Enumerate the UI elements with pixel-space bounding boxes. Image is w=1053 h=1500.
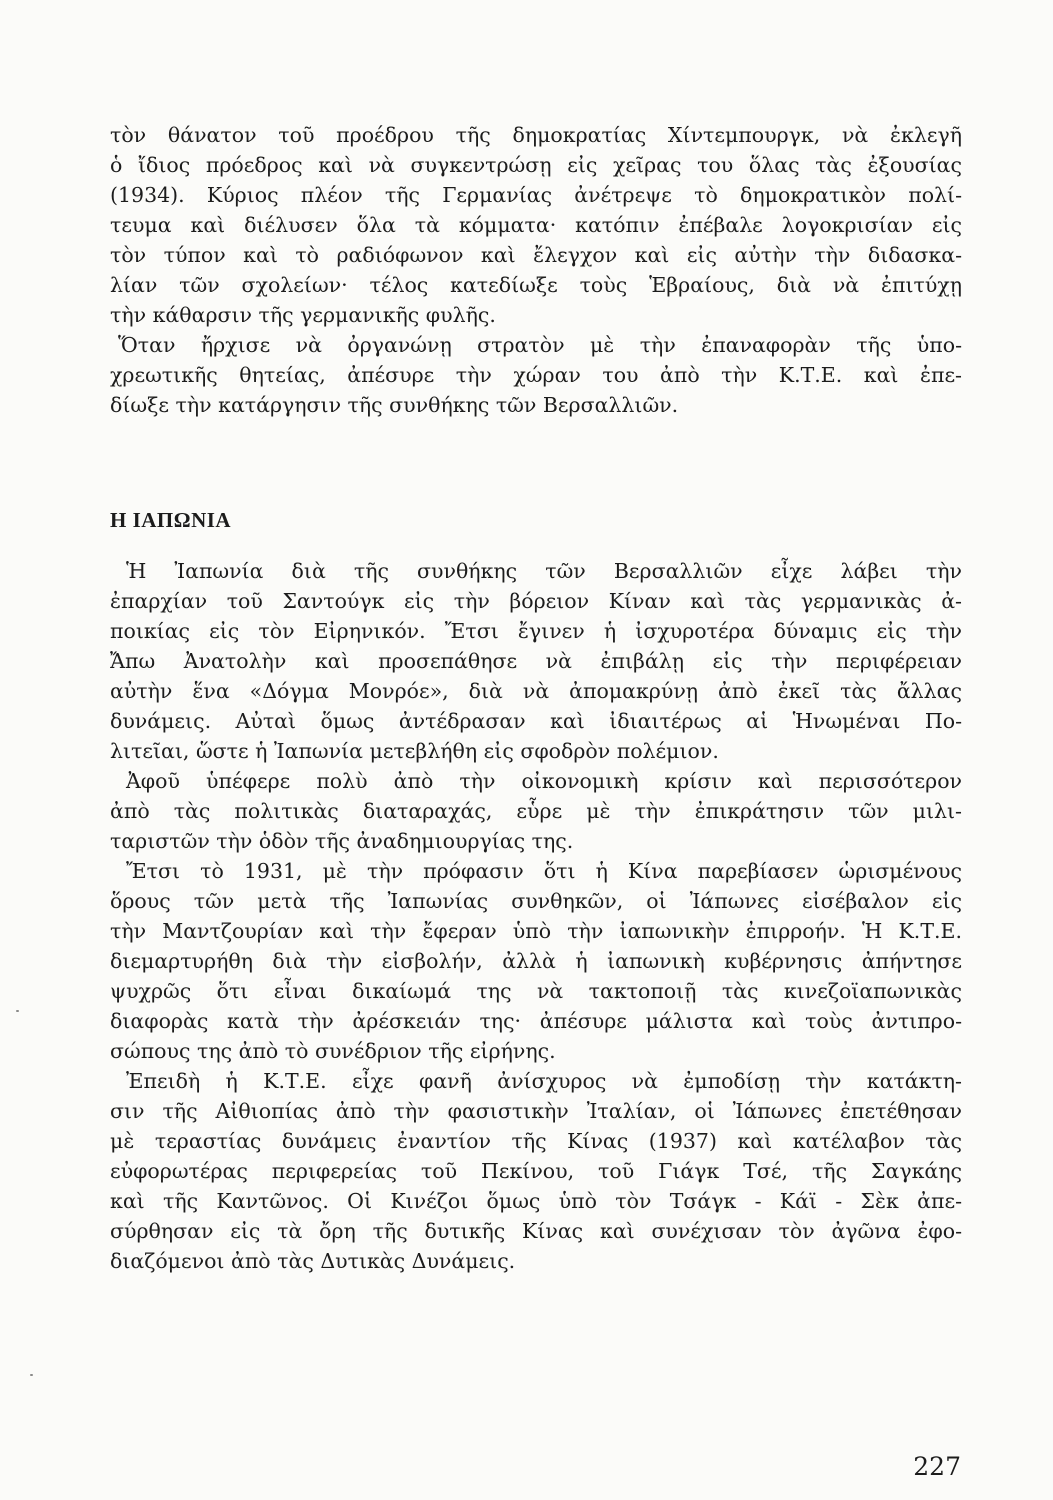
section-germany-text [110,120,962,420]
text-line: ποικίας εἰς τὸν Εἰρηνικόν. Ἔτσι ἔγινεν ἡ ἰσχυροτέρα δύναμις εἰς τὴν [110,619,962,643]
text-line: λιτεῖαι, ὥστε ἡ Ἰαπωνία μετεβλήθη εἰς σφοδρὸν πολέμιον. [110,739,719,763]
scan-speck [30,1374,33,1376]
text-line: τευμα καὶ διέλυσεν ὅλα τὰ κόμματα· κατόπιν ἐπέβαλε λογοκρισίαν εἰς [110,213,962,237]
text-line: σύρθησαν εἰς τὰ ὄρη τῆς δυτικῆς Κίνας καὶ συνέχισαν τὸν ἀγῶνα ἐφο- [110,1219,962,1243]
text-line: εὐφορωτέρας περιφερείας τοῦ Πεκίνου, τοῦ Γιάγκ Τσέ, τῆς Σαγκάης [110,1159,962,1183]
paragraph [110,1066,962,1276]
text-line: τὴν Μαντζουρίαν καὶ τὴν ἔφεραν ὑπὸ τὴν ἰαπωνικὴν ἐπιρροήν. Ἡ Κ.Τ.Ε. [110,919,962,943]
text-line: ἐπαρχίαν τοῦ Σαντούγκ εἰς τὴν βόρειον Κίναν καὶ τὰς γερμανικὰς ἀ- [110,589,962,613]
paragraph [110,120,962,330]
text-line: (1934). Κύριος πλέον τῆς Γερμανίας ἀνέτρεψε τὸ δημοκρατικὸν πολί- [110,183,962,207]
text-line: σώπους της ἀπὸ τὸ συνέδριον τῆς εἰρήνης. [110,1039,556,1063]
text-line: μὲ τεραστίας δυνάμεις ἐναντίον τῆς Κίνας (1937) καὶ κατέλαβον τὰς [110,1129,962,1153]
text-line: ταριστῶν τὴν ὁδὸν τῆς ἀναδημιουργίας της. [110,829,574,853]
paragraph [110,330,962,420]
text-line: Ἔτσι τὸ 1931, μὲ τὴν πρόφασιν ὅτι ἡ Κίνα παρεβίασεν ὡρισμένους [126,859,962,883]
text-line: διαφορὰς κατὰ τὴν ἀρέσκειάν της· ἀπέσυρε μάλιστα καὶ τοὺς ἀντιπρο- [110,1009,962,1033]
text-line: Ὅταν ἤρχισε νὰ ὀργανώνῃ στρατὸν μὲ τὴν ἐπαναφορὰν τῆς ὑπο- [118,333,962,357]
text-line: σιν τῆς Αἰθιοπίας ἀπὸ τὴν φασιστικὴν Ἰταλίαν, οἱ Ἰάπωνες ἐπετέθησαν [110,1099,962,1123]
paragraph [110,556,962,766]
text-line: ψυχρῶς ὅτι εἶναι δικαίωμά της νὰ τακτοποιῇ τὰς κινεζοϊαπωνικὰς [110,979,962,1003]
text-line: διαζόμενοι ἀπὸ τὰς Δυτικὰς Δυνάμεις. [110,1249,516,1273]
text-line: λίαν τῶν σχολείων· τέλος κατεδίωξε τοὺς Ἑβραίους, διὰ νὰ ἐπιτύχῃ [110,273,962,297]
text-line: δυνάμεις. Αὐταὶ ὅμως ἀντέδρασαν καὶ ἰδιαιτέρως αἱ Ἡνωμέναι Πο- [110,709,962,733]
text-line: καὶ τῆς Καντῶνος. Οἱ Κινέζοι ὅμως ὑπὸ τὸν Τσάγκ - Κάϊ - Σὲκ ἀπε- [110,1189,962,1213]
text-line: αὐτὴν ἕνα «Δόγμα Μονρόε», διὰ νὰ ἀπομακρύνῃ ἀπὸ ἐκεῖ τὰς ἄλλας [110,679,962,703]
text-line: χρεωτικῆς θητείας, ἀπέσυρε τὴν χώραν του ἀπὸ τὴν Κ.Τ.Ε. καὶ ἐπε- [110,363,962,387]
text-line: τὸν τύπον καὶ τὸ ραδιόφωνον καὶ ἔλεγχον καὶ εἰς αὐτὴν τὴν διδασκα- [110,243,962,267]
text-line: Ἐπειδὴ ἡ Κ.Τ.Ε. εἶχε φανῆ ἀνίσχυρος νὰ ἐμποδίσῃ τὴν κατάκτη- [126,1069,962,1093]
text-line: ὁ ἴδιος πρόεδρος καὶ νὰ συγκεντρώσῃ εἰς χεῖρας του ὅλας τὰς ἐξουσίας [110,153,962,177]
scan-speck [16,1010,19,1012]
page-number: 227 [913,1452,961,1481]
paragraph [110,766,962,856]
paragraph [110,856,962,1066]
text-line: Ἄπω Ἀνατολὴν καὶ προσεπάθησε νὰ ἐπιβάλῃ εἰς τὴν περιφέρειαν [110,649,962,673]
text-line: Ἡ Ἰαπωνία διὰ τῆς συνθήκης τῶν Βερσαλλιῶν εἶχε λάβει τὴν [126,559,962,583]
text-line: δίωξε τὴν κατάργησιν τῆς συνθήκης τῶν Βερσαλλιῶν. [110,393,679,417]
section-japan-text [110,556,962,1276]
text-line: τὸν θάνατον τοῦ προέδρου τῆς δημοκρατίας Χίντεμπουργκ, νὰ ἐκλεγῆ [110,123,962,147]
section-heading: Η ΙΑΠΩΝΙΑ [110,508,232,532]
text-line: ὅρους τῶν μετὰ τῆς Ἰαπωνίας συνθηκῶν, οἱ Ἰάπωνες εἰσέβαλον εἰς [110,889,962,913]
text-line: Ἀφοῦ ὑπέφερε πολὺ ἀπὸ τὴν οἰκονομικὴ κρίσιν καὶ περισσότερον [126,769,962,793]
text-line: ἀπὸ τὰς πολιτικὰς διαταραχάς, εὗρε μὲ τὴν ἐπικράτησιν τῶν μιλι- [110,799,962,823]
text-line: διεμαρτυρήθη διὰ τὴν εἰσβολήν, ἀλλὰ ἡ ἰαπωνικὴ κυβέρνησις ἀπήντησε [110,949,962,973]
text-line: τὴν κάθαρσιν τῆς γερμανικῆς φυλῆς. [110,303,496,327]
